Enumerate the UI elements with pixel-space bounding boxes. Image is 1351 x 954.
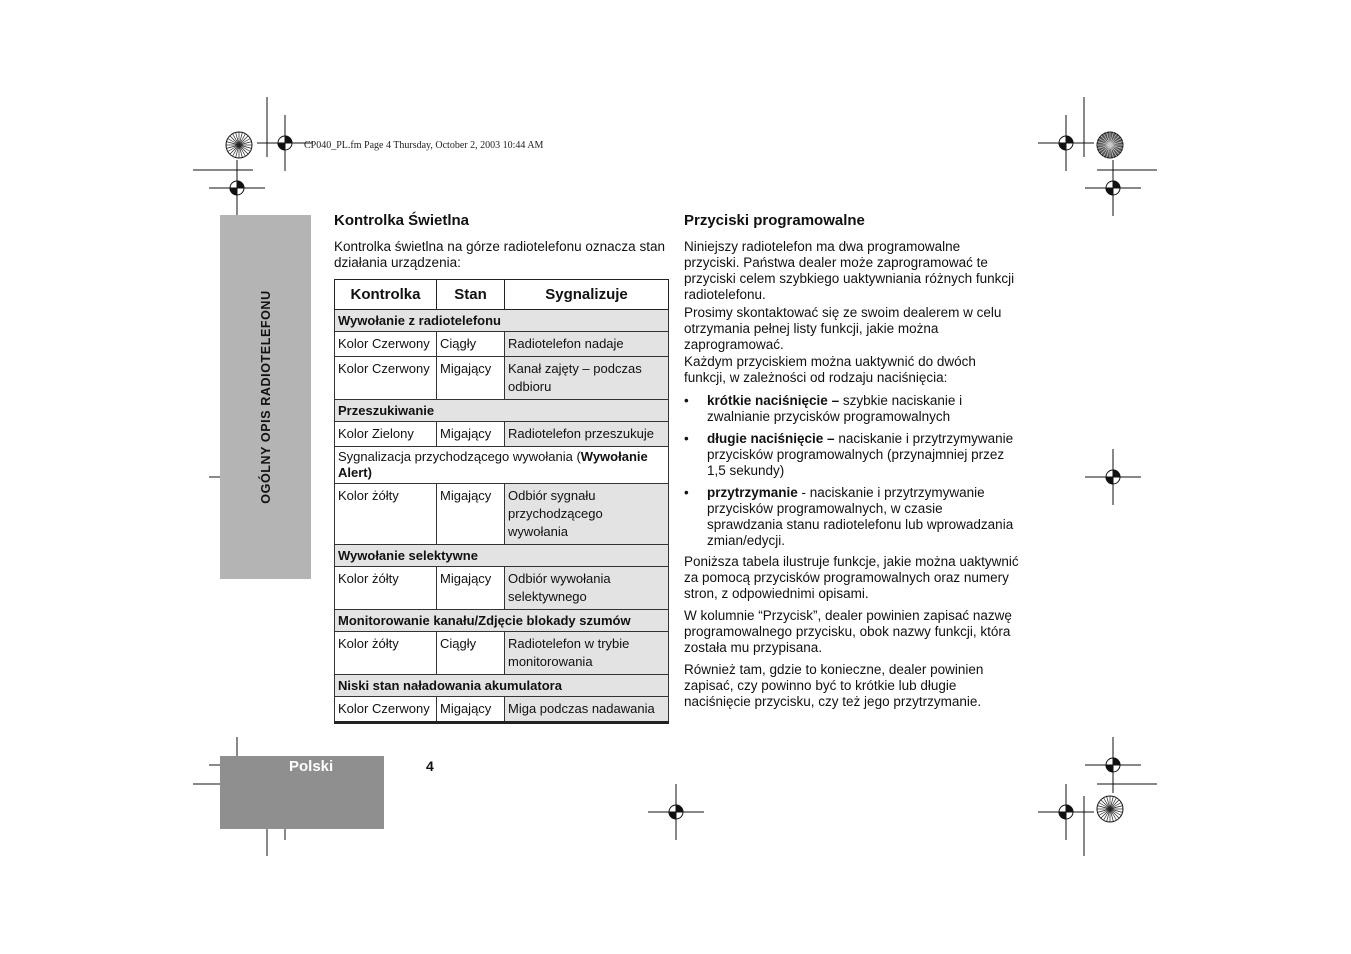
table-row: [335, 332, 669, 357]
table-row: [335, 632, 669, 675]
indicator-color-cell: Kolor żółty: [335, 484, 437, 545]
paragraph-1: Niniejszy radiotelefon ma dwa programowalne przyciski. Państwa dealer może zaprogramować te przyciski celem szybkiego uaktywniania różnych funkcji radiotelefonu.: [684, 239, 1015, 302]
indicator-table: [334, 279, 669, 724]
header-stan: Stan: [437, 280, 505, 310]
state-cell: Migający: [437, 484, 505, 545]
registration-mark-icon: [1085, 737, 1141, 793]
paragraph-4: Poniższa tabela ilustruje funkcje, jakie można uaktywnić za pomocą przycisków programowalnych oraz numery stron, z odpowiednimi opisami.: [684, 554, 1019, 601]
section-side-tab: [220, 215, 311, 579]
bullet-icon: •: [684, 431, 689, 446]
bullet-term: przytrzymanie: [707, 485, 798, 500]
language-footer-tab: [220, 756, 384, 829]
bullet-text: naciskanie i przytrzymywanie przycisków programowalnych (przynajmniej przez 1,5 sekundy): [707, 431, 1014, 478]
light-indicator-title: Kontrolka Świetlna: [334, 212, 470, 229]
group-title-text: Monitorowanie kanału/Zdjęcie blokady szumów: [338, 613, 631, 628]
bullet-icon: •: [684, 485, 689, 500]
table-header-row: [335, 280, 669, 310]
indicator-color-cell: Kolor Czerwony: [335, 697, 437, 723]
meaning-cell: Odbiór sygnału przychodzącego wywołania: [505, 484, 669, 545]
group-title-text: Przeszukiwanie: [338, 403, 435, 418]
section-side-label: OGÓLNY OPIS RADIOTELEFONU: [258, 290, 273, 504]
meaning-cell: Miga podczas nadawania: [505, 697, 669, 723]
paragraph-2: Prosimy skontaktować się ze swoim dealerem w celu otrzymania pełnej listy funkcji, jakie można zaprogramować.: [684, 305, 1002, 352]
registration-mark-icon: [1038, 115, 1094, 171]
table-group-row: [335, 447, 669, 484]
meaning-cell: Radiotelefon w trybie monitorowania: [505, 632, 669, 675]
indicator-color-cell: Kolor żółty: [335, 632, 437, 675]
table-group-row: [335, 675, 669, 697]
group-title: [335, 310, 669, 332]
state-cell: Migający: [437, 567, 505, 610]
state-cell: Migający: [437, 697, 505, 723]
registration-mark-icon: [209, 160, 265, 216]
table-row: [335, 422, 669, 447]
indicator-table-body: [335, 310, 669, 723]
group-title-text: Wywołanie selektywne: [338, 548, 478, 563]
programmable-buttons-title: Przyciski programowalne: [684, 212, 865, 229]
bullet-term: krótkie naciśnięcie –: [707, 393, 840, 408]
table-group-row: [335, 400, 669, 422]
language-label: Polski: [289, 758, 334, 775]
paragraph-3: Każdym przyciskiem można uaktywnić do dwóch funkcji, w zależności od rodzaju naciśnięcia:: [684, 354, 976, 385]
bullet-text: szybkie naciskanie i zwalnianie przycisków programowalnych: [707, 393, 963, 424]
table-group-row: [335, 545, 669, 567]
registration-mark-icon: [1038, 784, 1094, 840]
table-row: [335, 484, 669, 545]
group-title-text: Wywołanie z radiotelefonu: [338, 313, 502, 328]
press-types-list: [684, 393, 1019, 549]
star-target-icon: [1097, 132, 1123, 158]
state-cell: Migający: [437, 422, 505, 447]
light-indicator-intro: Kontrolka świetlna na górze radiotelefonu oznacza stan działania urządzenia:: [334, 239, 665, 270]
table-row: [335, 567, 669, 610]
indicator-color-cell: Kolor Czerwony: [335, 332, 437, 357]
bullet-term: długie naciśnięcie –: [707, 431, 835, 446]
indicator-color-cell: Kolor żółty: [335, 567, 437, 610]
registration-mark-icon: [1085, 449, 1141, 505]
state-cell: Ciągły: [437, 332, 505, 357]
star-target-icon: [1097, 796, 1123, 822]
indicator-color-cell: Kolor Zielony: [335, 422, 437, 447]
group-title: [335, 545, 669, 567]
file-header-line: CP040_PL.fm Page 4 Thursday, October 2, 2003 10:44 AM: [304, 140, 544, 151]
group-title-text: Sygnalizacja przychodzącego wywołania (: [338, 449, 581, 464]
registration-mark-icon: [1085, 160, 1141, 216]
paragraph-6: Również tam, gdzie to konieczne, dealer powinien zapisać, czy powinno być to krótkie lub długie naciśnięcie przycisku, czy też jego przytrzymanie.: [684, 662, 984, 709]
programmable-buttons-body: [684, 239, 1019, 710]
table-row: [335, 697, 669, 723]
state-cell: Ciągły: [437, 632, 505, 675]
table-group-row: [335, 310, 669, 332]
group-title-text: Niski stan naładowania akumulatora: [338, 678, 562, 693]
group-title: [335, 400, 669, 422]
star-target-icon: [226, 132, 252, 158]
table-group-row: [335, 610, 669, 632]
list-item: [684, 485, 1019, 549]
registration-mark-icon: [648, 784, 704, 840]
table-row: [335, 357, 669, 400]
group-title: [335, 447, 669, 484]
bullet-text: - naciskanie i przytrzymywanie przycisków programowalnych, w czasie sprawdzania stanu radiotelefonu lub wprowadzania zmian/edycji.: [707, 485, 1014, 548]
indicator-color-cell: Kolor Czerwony: [335, 357, 437, 400]
state-cell: Migający: [437, 357, 505, 400]
header-sygnalizuje: Sygnalizuje: [505, 280, 669, 310]
meaning-cell: Odbiór wywołania selektywnego: [505, 567, 669, 610]
group-title-bold: Wywołanie Alert): [338, 449, 648, 480]
group-title: [335, 610, 669, 632]
meaning-cell: Kanał zajęty – podczas odbioru: [505, 357, 669, 400]
header-kontrolka: Kontrolka: [335, 280, 437, 310]
page-number: 4: [426, 758, 434, 774]
paragraph-5: W kolumnie “Przycisk”, dealer powinien zapisać nazwę programowalnego przycisku, obok nazwy funkcji, która została mu przypisana.: [684, 608, 1012, 655]
bullet-icon: •: [684, 393, 689, 408]
list-item: [684, 393, 1019, 425]
meaning-cell: Radiotelefon przeszukuje: [505, 422, 669, 447]
meaning-cell: Radiotelefon nadaje: [505, 332, 669, 357]
group-title: [335, 675, 669, 697]
list-item: [684, 431, 1019, 479]
